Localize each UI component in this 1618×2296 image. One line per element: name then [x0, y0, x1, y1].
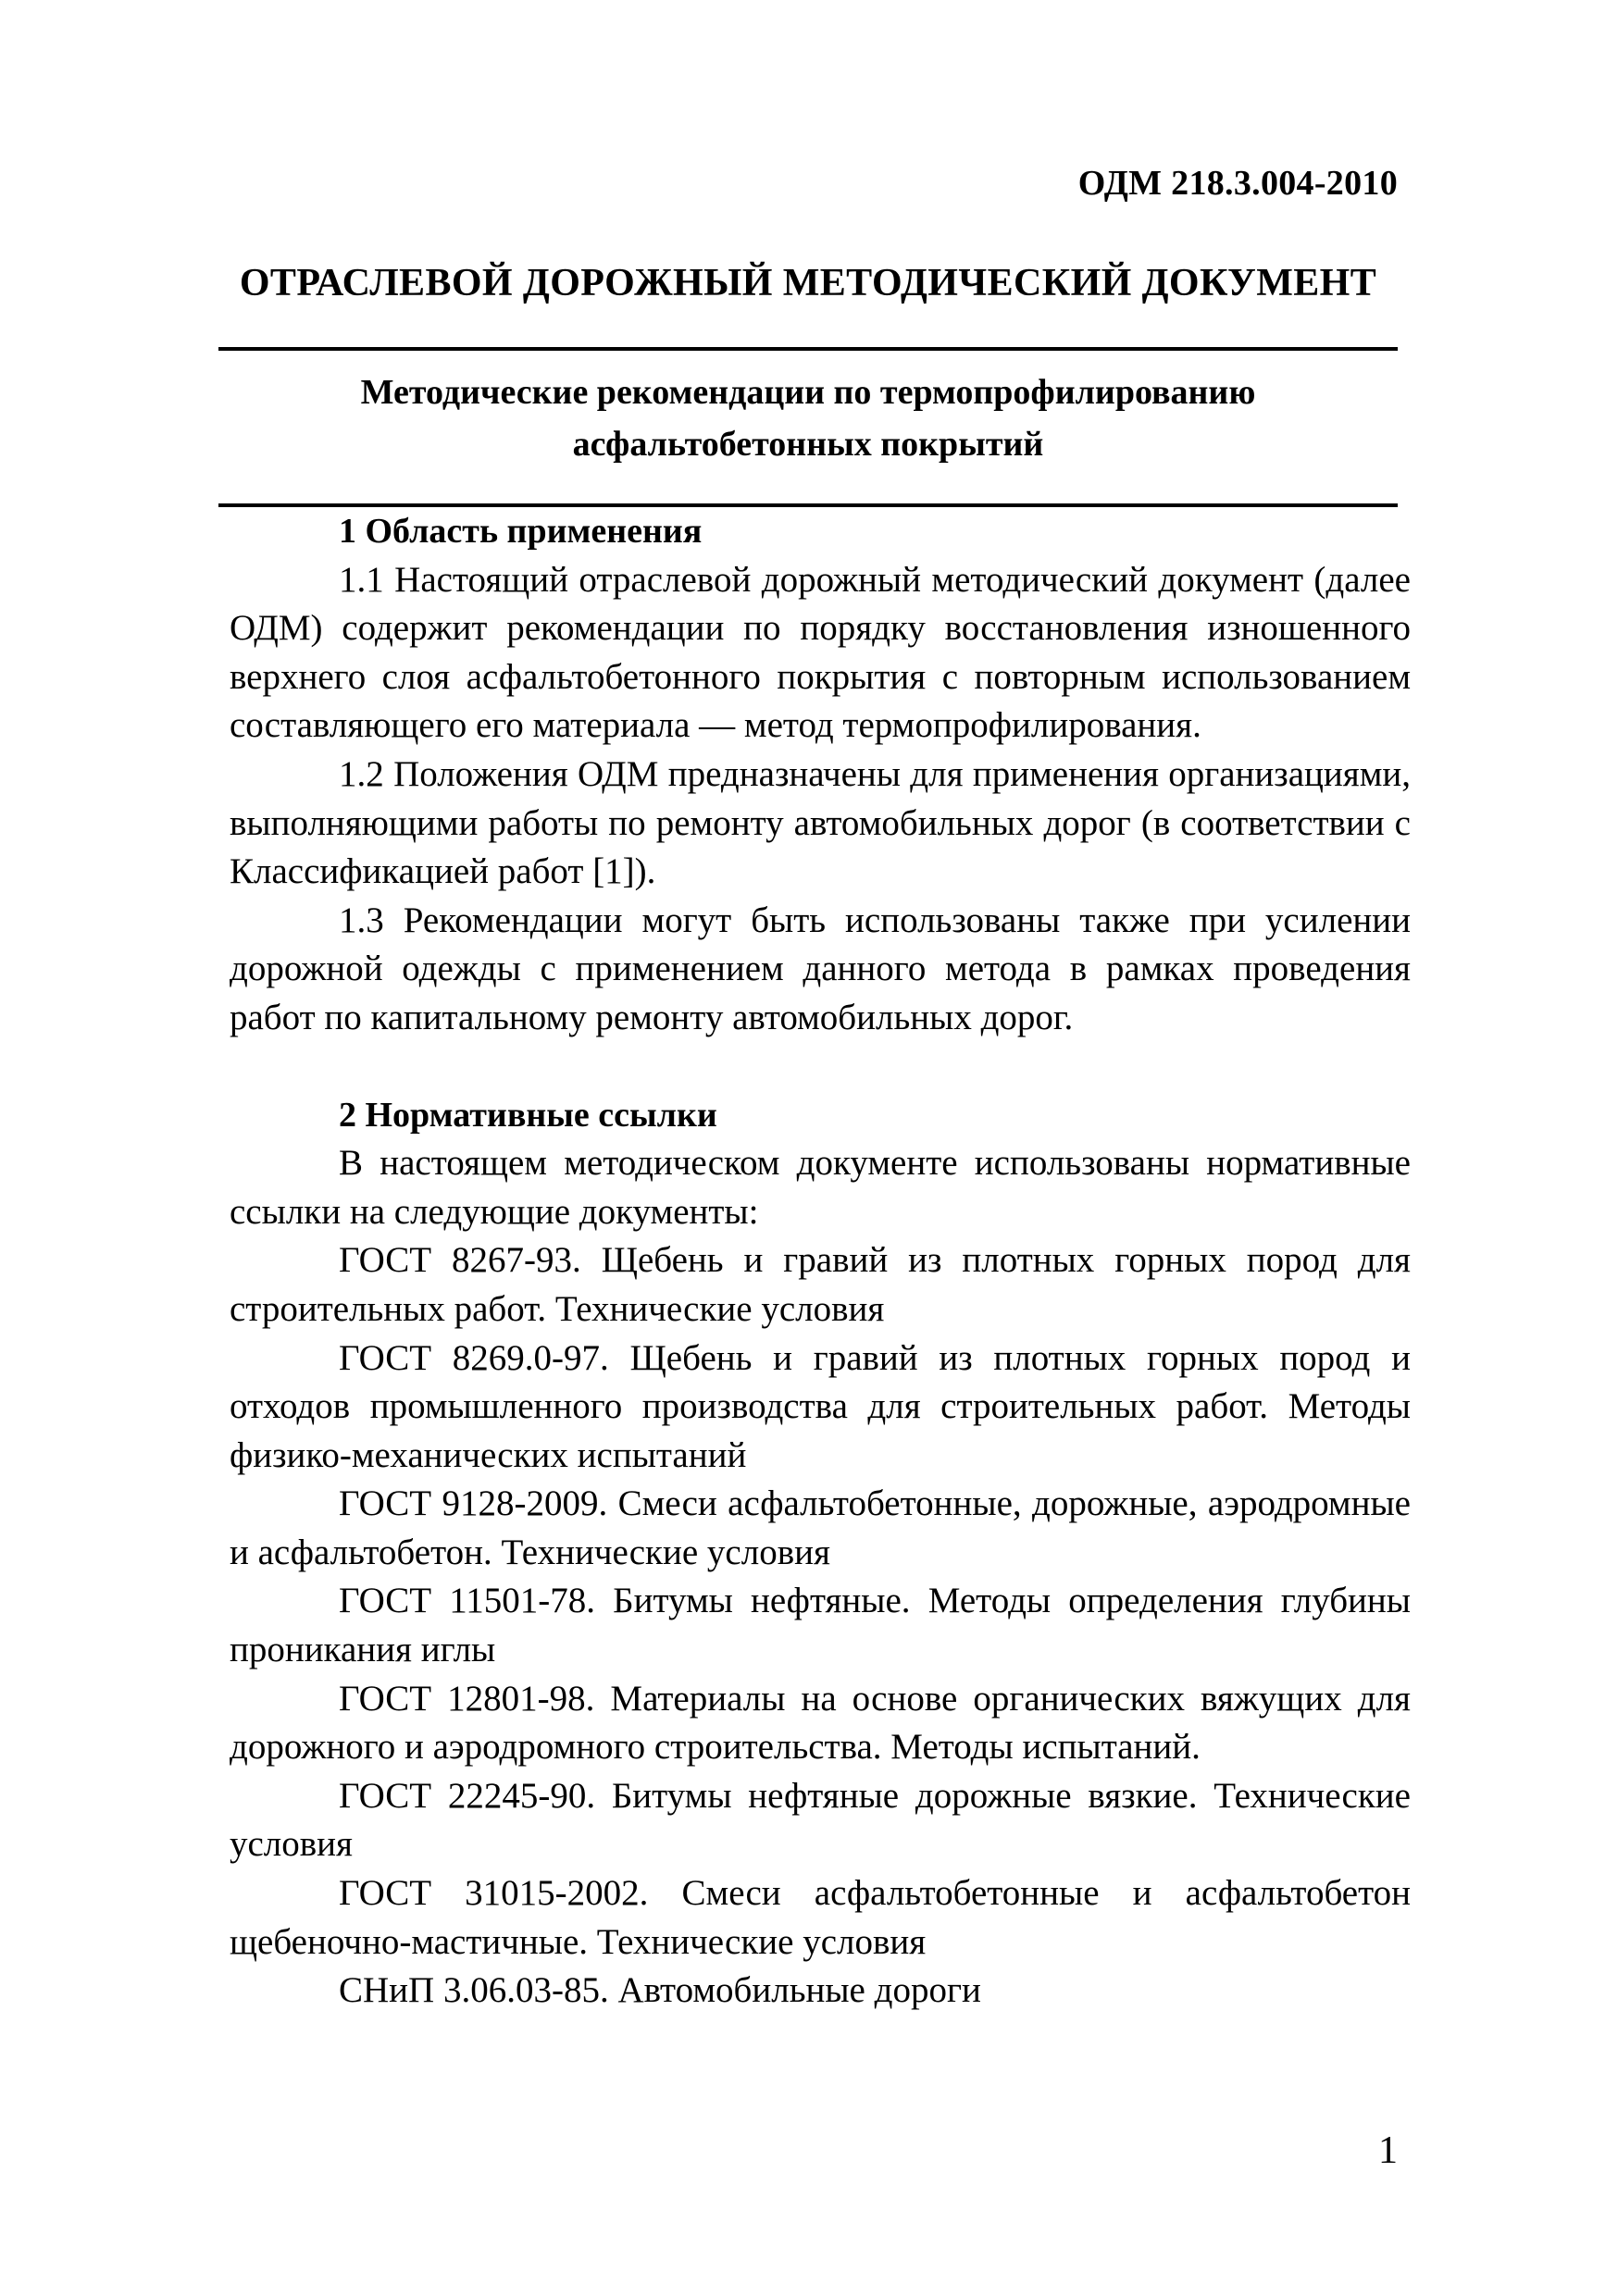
reference-item: ГОСТ 11501-78. Битумы нефтяные. Методы определения глубины проникания иглы — [230, 1581, 1411, 1670]
section-spacer — [230, 1043, 1411, 1091]
document-title-line-2: асфальтобетонных покрытий — [572, 425, 1044, 464]
paragraph-1-2: 1.2 Положения ОДМ предназначены для применения организациями, выполняющими работы по ремонту автомобильных дорог (в соответствии с Классификацией работ [1]). — [230, 753, 1411, 892]
reference-item: ГОСТ 31015-2002. Смеси асфальтобетонные и асфальтобетон щебеночно-мастичные. Технические условия — [230, 1873, 1411, 1962]
top-divider — [218, 347, 1398, 351]
document-title-line-1: Методические рекомендации по термопрофилированию — [360, 373, 1256, 412]
paragraph-1-1: 1.1 Настоящий отраслевой дорожный методический документ (далее ОДМ) содержит рекомендации по порядку восстановления изношенного верхнего слоя асфальтобетонного покрытия с повторным использованием составляющего его материала — метод термопрофилирования. — [230, 559, 1411, 746]
section-heading: 2 Нормативные ссылки — [339, 1095, 717, 1135]
section-heading: 1 Область применения — [339, 512, 703, 551]
section-scope — [230, 507, 1411, 1043]
reference-item: ГОСТ 22245-90. Битумы нефтяные дорожные вязкие. Технические условия — [230, 1775, 1411, 1865]
page-number: 1 — [1378, 2129, 1398, 2172]
reference-item: ГОСТ 8267-93. Щебень и гравий из плотных горных пород для строительных работ. Технические условия — [230, 1240, 1411, 1329]
paragraph-1-3: 1.3 Рекомендации могут быть использованы также при усилении дорожной одежды с применением данного метода в рамках проведения работ по капитальному ремонту автомобильных дорог. — [230, 900, 1411, 1037]
document-body — [230, 507, 1411, 2016]
reference-item: ГОСТ 12801-98. Материалы на основе органических вяжущих для дорожного и аэродромного строительства. Методы испытаний. — [230, 1678, 1411, 1768]
reference-item: ГОСТ 8269.0-97. Щебень и гравий из плотных горных пород и отходов промышленного производства для строительных работ. Методы физико-механических испытаний — [230, 1337, 1411, 1475]
section-normative-references — [230, 1091, 1411, 2016]
document-title — [218, 366, 1398, 470]
document-code: ОДМ 218.3.004-2010 — [1077, 164, 1398, 203]
reference-item: ГОСТ 9128-2009. Смеси асфальтобетонные, дорожные, аэродромные и асфальтобетон. Технические условия — [230, 1483, 1411, 1572]
reference-item: СНиП 3.06.03-85. Автомобильные дороги — [339, 1970, 981, 2011]
document-type-heading: ОТРАСЛЕВОЙ ДОРОЖНЫЙ МЕТОДИЧЕСКИЙ ДОКУМЕНТ — [239, 262, 1377, 304]
references-intro: В настоящем методическом документе использованы нормативные ссылки на следующие документы: — [230, 1143, 1411, 1232]
